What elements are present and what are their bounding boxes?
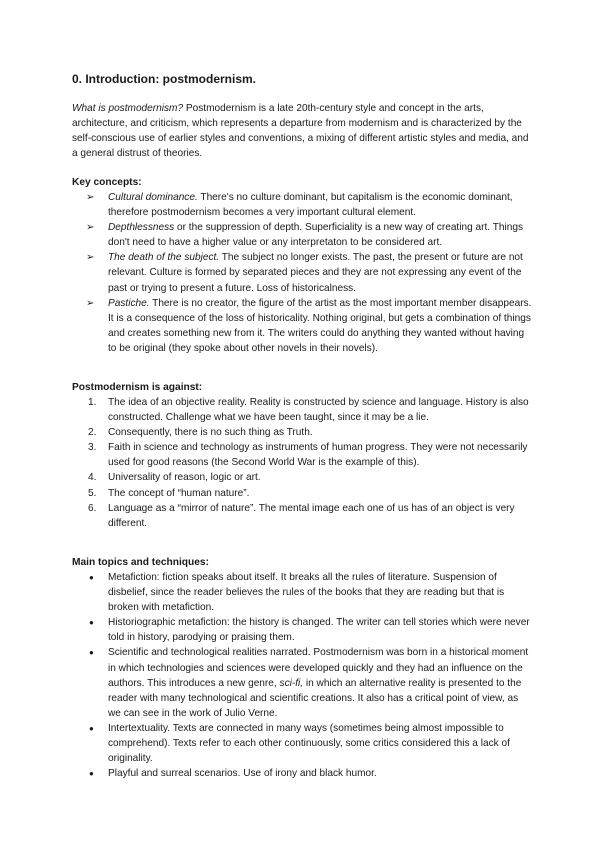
dot-bullet-icon: ● (89, 573, 94, 582)
list-item (72, 721, 532, 766)
genre-term: sci-fi, (279, 677, 304, 689)
list-item (72, 615, 532, 645)
dot-bullet-icon: ● (89, 618, 94, 628)
concept-term: Depthlessness (108, 222, 175, 234)
arrow-bullet-icon: ➢ (86, 297, 95, 309)
item-text-end: in which an alternative reality is presented to the reader with many technological and scientific creations. It also has a critical point of view, as we can see in the work of Julio Verne. (108, 677, 522, 719)
list-item (72, 220, 532, 250)
list-item (72, 645, 532, 720)
arrow-bullet-icon: ➢ (86, 192, 95, 203)
topics-heading: Main topics and techniques: (72, 557, 209, 568)
concept-text: There is no creator, the figure of the artist as the most important member disappears. It is a consequence of the loss of historicality. Nothing original, but gets a combination of things and creates something new from it. The writers could do anything they wanted without having to be original (they spoke about other novels in their novels). (108, 297, 532, 354)
item-text: The concept of “human nature”. (108, 487, 250, 499)
concept-text: or the suppression of depth. Superficiality is a new way of creating art. Things don't need to have a higher value or any interpretaton to be considered art. (108, 222, 524, 249)
intro-text: Postmodernism is a late 20th-century style and concept in the arts, architecture, and criticism, which represents a departure from modernism and is characterized by the self-conscious use of earlier styles and conventions, a mixing of different artistic styles and media, and a general distrust of theories. (72, 103, 529, 160)
item-text: Metafiction: fiction speaks about itself. It breaks all the rules of literature. Suspension of disbelief, since the reader believes the rules of the books that they are reading but that is broken with metafiction. (108, 572, 505, 614)
concept-term: The death of the subject. (108, 252, 220, 264)
dot-bullet-icon: ● (89, 723, 94, 733)
arrow-bullet-icon: ➢ (86, 252, 95, 264)
topics-list (72, 570, 532, 781)
list-number: 5. (88, 487, 97, 499)
item-text: Language as a “mirror of nature”. The mental image each one of us has of an object is very different. (108, 502, 515, 529)
list-item (72, 296, 532, 356)
intro-paragraph (72, 101, 532, 161)
list-number: 4. (88, 472, 97, 484)
list-number: 2. (88, 427, 97, 439)
concept-term: Cultural dominance. (108, 192, 198, 203)
key-concepts-heading: Key concepts: (72, 177, 142, 188)
item-text: Playful and surreal scenarios. Use of irony and black humor. (108, 768, 377, 780)
list-number: 3. (88, 442, 97, 454)
against-list (72, 395, 532, 531)
list-item (72, 440, 532, 470)
list-item (72, 395, 532, 425)
concept-term: Pastiche. (108, 297, 150, 309)
against-heading: Postmodernism is against: (72, 382, 203, 393)
item-text: Faith in science and technology as instruments of human progress. They were not necessarily used for good reasons (the Second World War is the example of this). (108, 442, 528, 469)
list-number: 6. (88, 502, 97, 514)
list-item (72, 501, 532, 531)
item-text-start: Scientific and technological realities narrated. Postmodernism was born in a historical moment in which technologies and sciences were developed quickly and they had an influence on the authors. This introduces a new genre, (108, 647, 529, 689)
item-text: Consequently, there is no such thing as Truth. (108, 427, 313, 439)
list-number: 1. (88, 397, 97, 408)
arrow-bullet-icon: ➢ (86, 222, 95, 234)
concept-text: The subject no longer exists. The past, the present or future are not relevant. Culture is formed by separated pieces and they are not expressing any event of the past or trying to present a future. Loss of historicalness. (108, 252, 523, 294)
key-concepts-list (72, 190, 532, 356)
list-item (72, 250, 532, 295)
list-item (72, 190, 532, 220)
item-text: Historiographic metafiction: the history is changed. The writer can tell stories which were never told in history, parodying or praising them. (108, 617, 530, 644)
list-item (72, 425, 532, 440)
dot-bullet-icon: ● (89, 769, 94, 779)
item-text: Universality of reason, logic or art. (108, 472, 261, 484)
dot-bullet-icon: ● (89, 648, 94, 658)
page-title: 0. Introduction: postmodernism. (72, 72, 257, 86)
list-item (72, 470, 532, 485)
concept-text: There's no culture dominant, but capitalism is the economic dominant, therefore postmodernism becomes a very important cultural element. (108, 192, 513, 219)
list-item (72, 570, 532, 615)
intro-question: What is postmodernism? (72, 103, 184, 114)
item-text: Intertextuality. Texts are connected in many ways (sometimes being almost impossible to comprehend). Texts refer to each other continuously, some critics considered this a lack of originality. (108, 722, 510, 765)
list-item (72, 766, 532, 781)
list-item (72, 486, 532, 501)
item-text: The idea of an objective reality. Reality is constructed by science and language. History is also constructed. Challenge what we have been taught, since it may be a lie. (108, 397, 529, 424)
